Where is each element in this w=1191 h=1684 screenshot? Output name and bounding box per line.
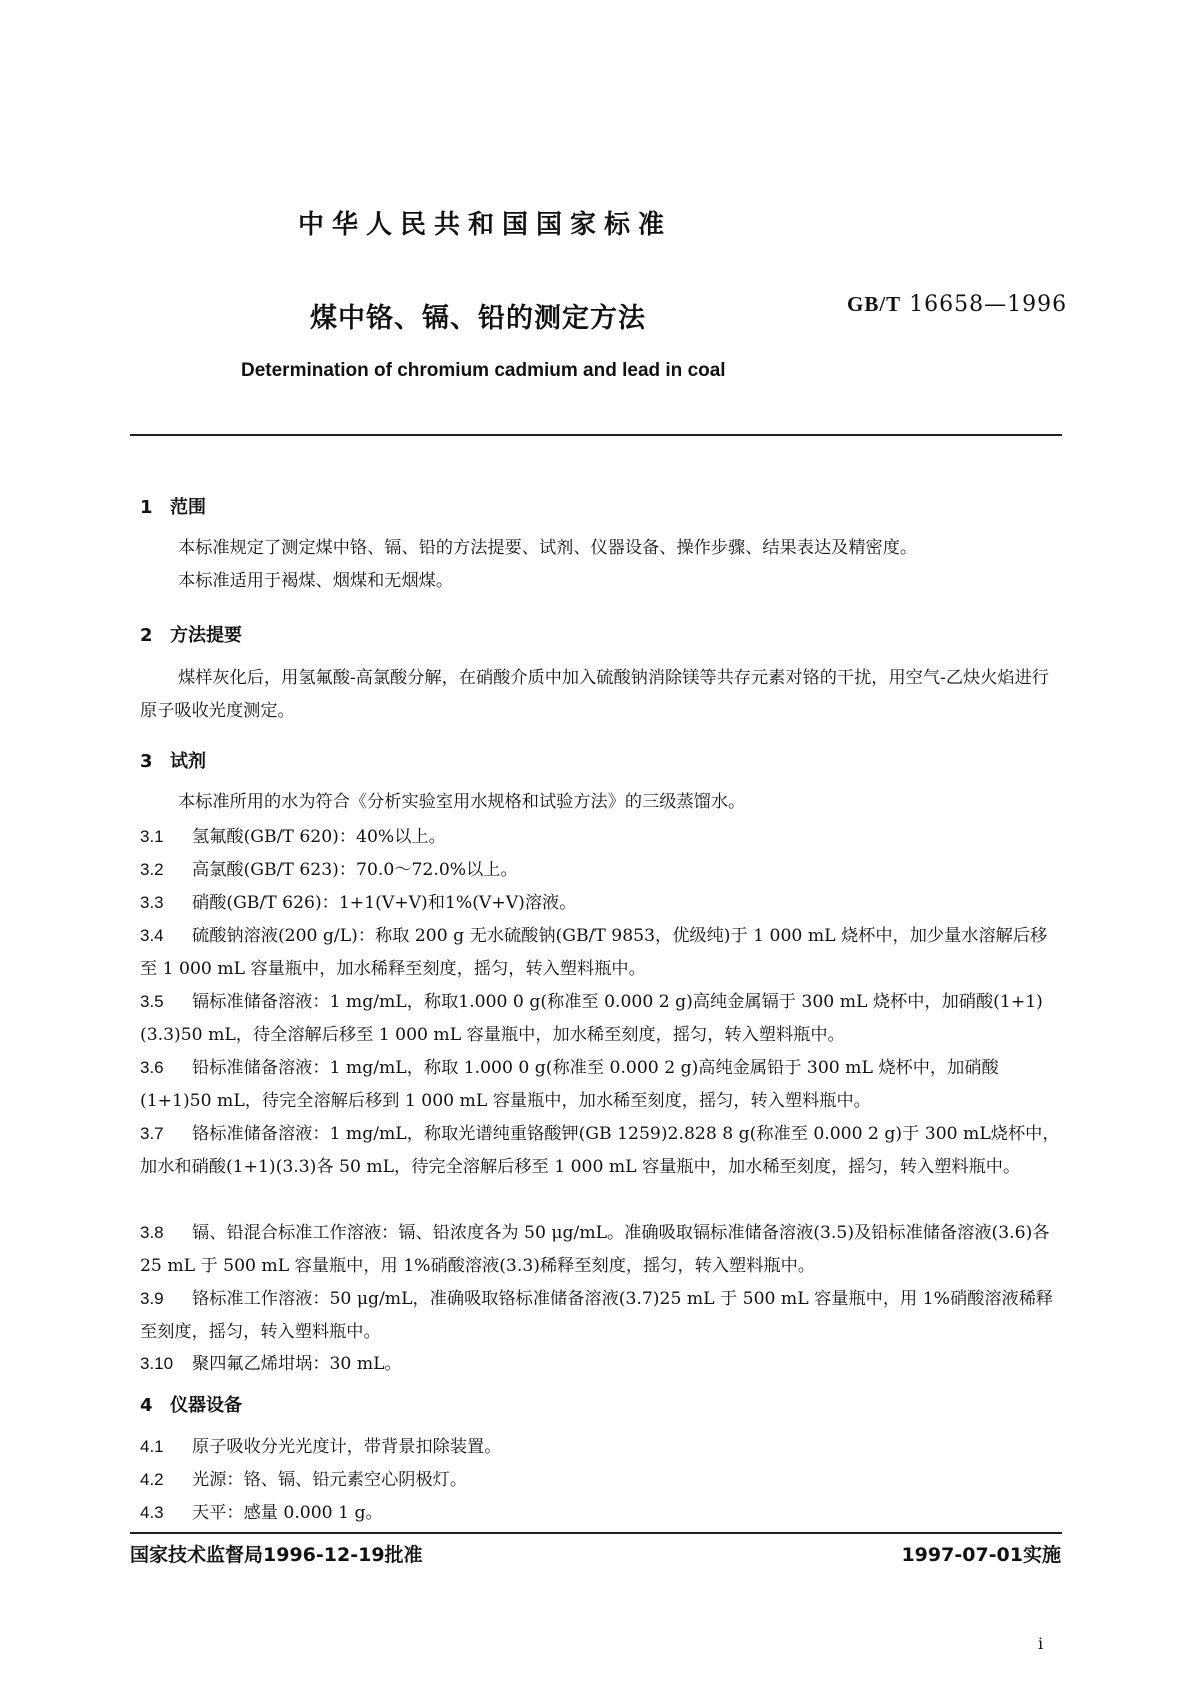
list-item: 3.8 镉、铅混合标准工作溶液：镉、铅浓度各为 50 μg/mL。准确吸取镉标准储备溶液(3.5)及铅标准储备溶液(3.6)各 25 mL 于 500 mL 容量瓶中，用 1%硝酸溶液(3.3)稀释至刻度，摇匀，转入塑料瓶中。 xyxy=(140,1223,1050,1276)
section-1-paragraph-1: 本标准规定了测定煤中铬、镉、铅的方法提要、试剂、仪器设备、操作步骤、结果表达及精密度。 xyxy=(178,538,918,558)
footer-divider xyxy=(130,1532,1062,1534)
list-item: 3.10 聚四氟乙烯坩埚：30 mL。 xyxy=(140,1354,402,1374)
list-item: 4.2 光源：铬、镉、铅元素空心阴极灯。 xyxy=(140,1470,468,1490)
list-item: 3.4 硫酸钠溶液(200 g/L)：称取 200 g 无水硫酸钠(GB/T 9853，优级纯)于 1 000 mL 烧杯中，加少量水溶解后移至 1 000 mL 容量瓶中，加水稀释至刻度，摇匀，转入塑料瓶中。 xyxy=(140,926,1048,979)
document-title: 煤中铬、镉、铅的测定方法 xyxy=(310,303,646,334)
list-item: 3.2 高氯酸(GB/T 623)：70.0～72.0%以上。 xyxy=(140,860,518,880)
section-1-paragraph-2: 本标准适用于褐煤、烟煤和无烟煤。 xyxy=(178,571,454,591)
header-divider xyxy=(130,434,1062,436)
section-heading-2: 2 方法提要 xyxy=(140,625,242,646)
section-2-paragraph: 煤样灰化后，用氢氟酸-高氯酸分解，在硝酸介质中加入硫酸钠消除镁等共存元素对铬的干扰，用空气-乙炔火焰进行原子吸收光度测定。 xyxy=(140,668,1049,721)
section-3-intro: 本标准所用的水为符合《分析实验室用水规格和试验方法》的三级蒸馏水。 xyxy=(178,792,746,812)
section-heading-1: 1 范围 xyxy=(140,497,206,518)
section-heading-4: 4 仪器设备 xyxy=(140,1395,242,1416)
section-heading-3: 3 试剂 xyxy=(140,751,206,772)
list-item: 3.9 铬标准工作溶液：50 μg/mL，准确吸取铬标准储备溶液(3.7)25 mL 于 500 mL 容量瓶中，用 1%硝酸溶液稀释至刻度，摇匀，转入塑料瓶中。 xyxy=(140,1289,1054,1342)
standard-code: 16658—1996 xyxy=(909,292,1068,317)
list-item: 3.3 硝酸(GB/T 626)：1+1(V+V)和1%(V+V)溶液。 xyxy=(140,893,577,913)
list-item: 3.7 铬标准储备溶液：1 mg/mL，称取光谱纯重铬酸钾(GB 1259)2.828 8 g(称准至 0.000 2 g)于 300 mL烧杯中，加水和硝酸(1+1)(3.3)各 50 mL，待完全溶解后移至 1 000 mL 容量瓶中，加水稀至刻度，摇匀，转入塑料瓶中。 xyxy=(140,1124,1060,1177)
standard-prefix: GB/T xyxy=(847,292,902,316)
list-item: 4.1 原子吸收分光光度计，带背景扣除装置。 xyxy=(140,1437,502,1457)
page-number: i xyxy=(1038,1634,1044,1653)
approval-date: 国家技术监督局1996-12-19批准 xyxy=(130,1544,423,1566)
effective-date: 1997-07-01实施 xyxy=(901,1544,1061,1566)
english-title: Determination of chromium cadmium and lead in coal xyxy=(241,360,726,381)
org-title: 中华人民共和国国家标准 xyxy=(297,210,672,240)
list-item: 3.1 氢氟酸(GB/T 620)：40%以上。 xyxy=(140,827,446,847)
list-item: 3.5 镉标准储备溶液：1 mg/mL，称取1.000 0 g(称准至 0.000 2 g)高纯金属镉于 300 mL 烧杯中，加硝酸(1+1)(3.3)50 mL，待全溶解后移至 1 000 mL 容量瓶中，加水稀至刻度，摇匀，转入塑料瓶中。 xyxy=(140,992,1043,1045)
standard-number xyxy=(847,292,1067,317)
list-item: 4.3 天平：感量 0.000 1 g。 xyxy=(140,1503,383,1523)
list-item: 3.6 铅标准储备溶液：1 mg/mL，称取 1.000 0 g(称准至 0.000 2 g)高纯金属铅于 300 mL 烧杯中，加硝酸(1+1)50 mL，待完全溶解后移到 1 000 mL 容量瓶中，加水稀至刻度，摇匀，转入塑料瓶中。 xyxy=(140,1058,999,1111)
